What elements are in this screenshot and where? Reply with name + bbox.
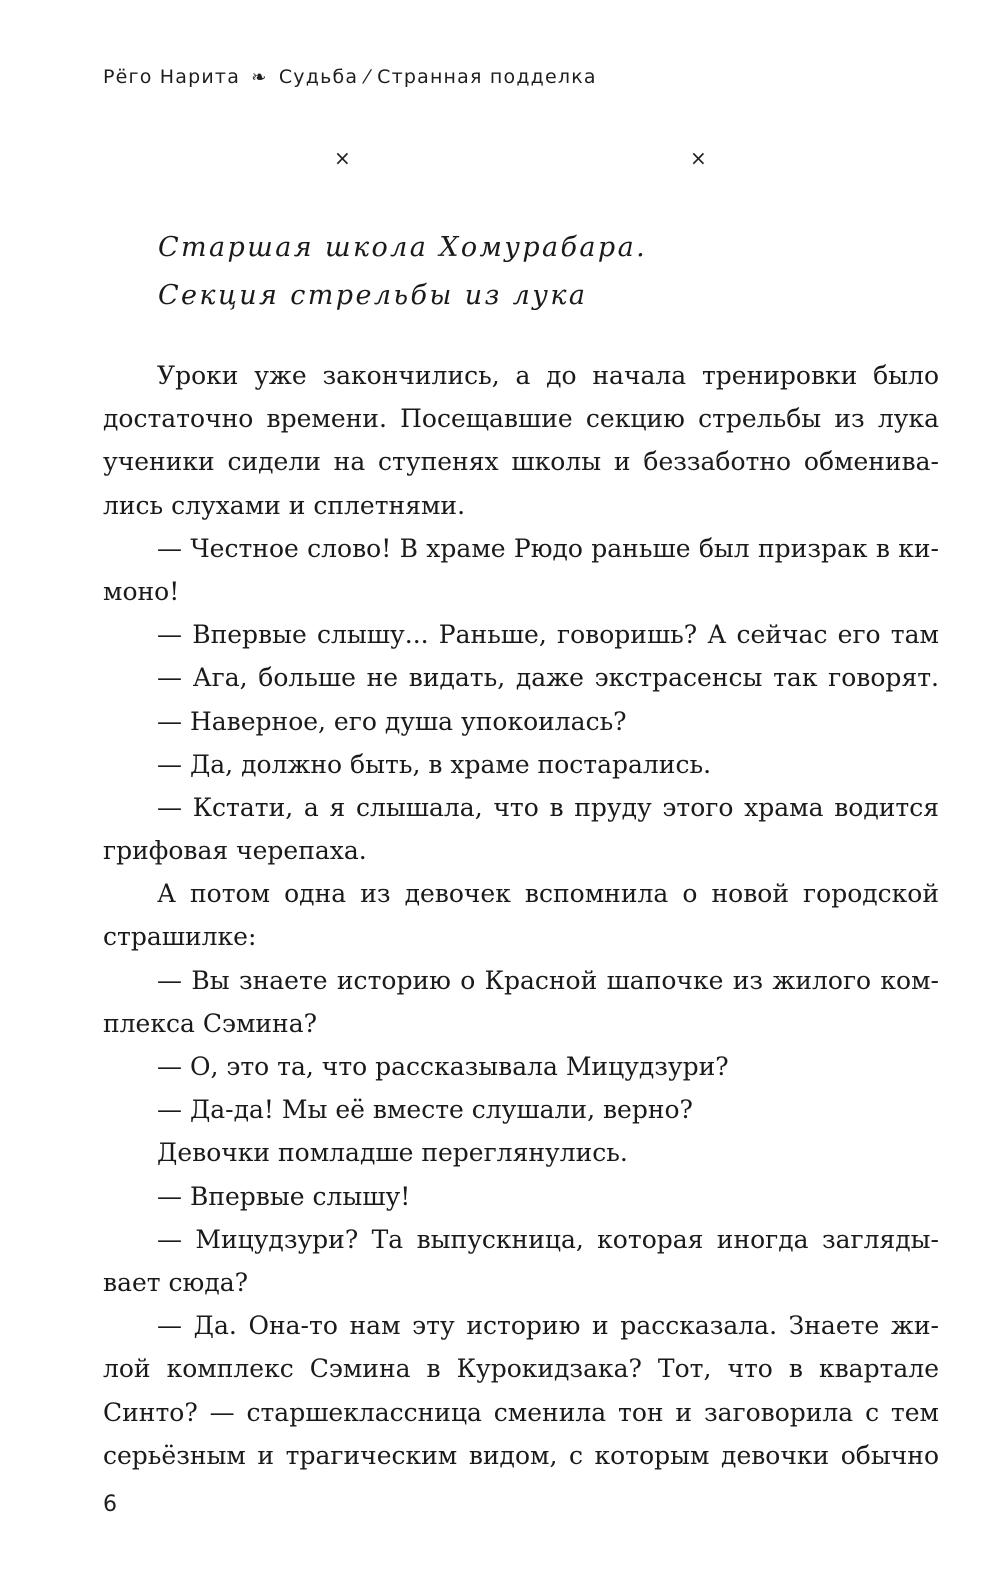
text-line: — Наверное, его душа упокоилась? bbox=[157, 706, 627, 736]
text-line: Девочки помладше переглянулись. bbox=[157, 1138, 628, 1168]
section-title-line: Старшая школа Хомурабара. bbox=[158, 232, 648, 263]
running-head bbox=[103, 66, 597, 88]
text-line: Уроки уже закончились, а до начала тренировки было bbox=[157, 361, 939, 390]
text-line: — Ага, больше не видать, даже экстрасенсы так говорят. bbox=[157, 663, 939, 693]
text-line: моно! bbox=[103, 576, 180, 606]
text-line: — Честное слово! В храме Рюдо раньше был призрак в ки- bbox=[157, 533, 939, 563]
text-line: — О, это та, что рассказывала Мицудзури? bbox=[157, 1052, 729, 1081]
text-line: серьёзным и трагическим видом, с которым девочки обычно bbox=[103, 1440, 939, 1470]
text-line: вает сюда? bbox=[103, 1267, 249, 1297]
text-line: лой комплекс Сэмина в Курокидзака? Тот, что в квартале bbox=[103, 1354, 939, 1384]
text-line: страшилке: bbox=[103, 922, 257, 952]
text-line: ученики сидели на ступенях школы и беззаботно обменива- bbox=[103, 447, 939, 477]
text-line: — Кстати, а я слышала, что в пруду этого храма водится bbox=[157, 792, 939, 822]
section-title bbox=[158, 224, 647, 320]
text-line: — Да. Она-то нам эту историю и рассказала. Знаете жи- bbox=[157, 1311, 939, 1341]
running-head-author: Рёго Нарита bbox=[103, 66, 241, 88]
text-line: — Да, должно быть, в храме постарались. bbox=[157, 749, 712, 779]
section-separator-left: × bbox=[334, 146, 351, 170]
text-line: — Впервые слышу! bbox=[157, 1181, 411, 1211]
text-line: грифовая черепаха. bbox=[103, 836, 367, 866]
text-line: — Впервые слышу... Раньше, говоришь? А сейчас его там bbox=[157, 620, 939, 650]
body-text bbox=[103, 354, 939, 1477]
text-line: — Мицудзури? Та выпускница, которая иногда загляды- bbox=[157, 1224, 939, 1254]
page-number: 6 bbox=[103, 1492, 117, 1517]
running-head-title: Судьба ⁄ Странная подделка bbox=[278, 66, 597, 88]
text-line: — Да-да! Мы её вместе слушали, верно? bbox=[157, 1095, 693, 1125]
text-line: лись слухами и сплетнями. bbox=[103, 490, 466, 520]
text-line: достаточно времени. Посещавшие секцию стрельбы из лука bbox=[103, 404, 939, 434]
text-line: — Вы знаете историю о Красной шапочке из жилого ком- bbox=[157, 965, 939, 995]
text-line: Синто? — старшеклассница сменила тон и заговорила с тем bbox=[103, 1397, 939, 1427]
text-line: плекса Сэмина? bbox=[103, 1008, 318, 1038]
section-separator-right: × bbox=[690, 146, 707, 170]
section-title-line: Секция стрельбы из лука bbox=[158, 280, 588, 311]
fleuron-icon: ❧ bbox=[251, 67, 268, 88]
text-line: А потом одна из девочек вспомнила о новой городской bbox=[157, 879, 939, 909]
